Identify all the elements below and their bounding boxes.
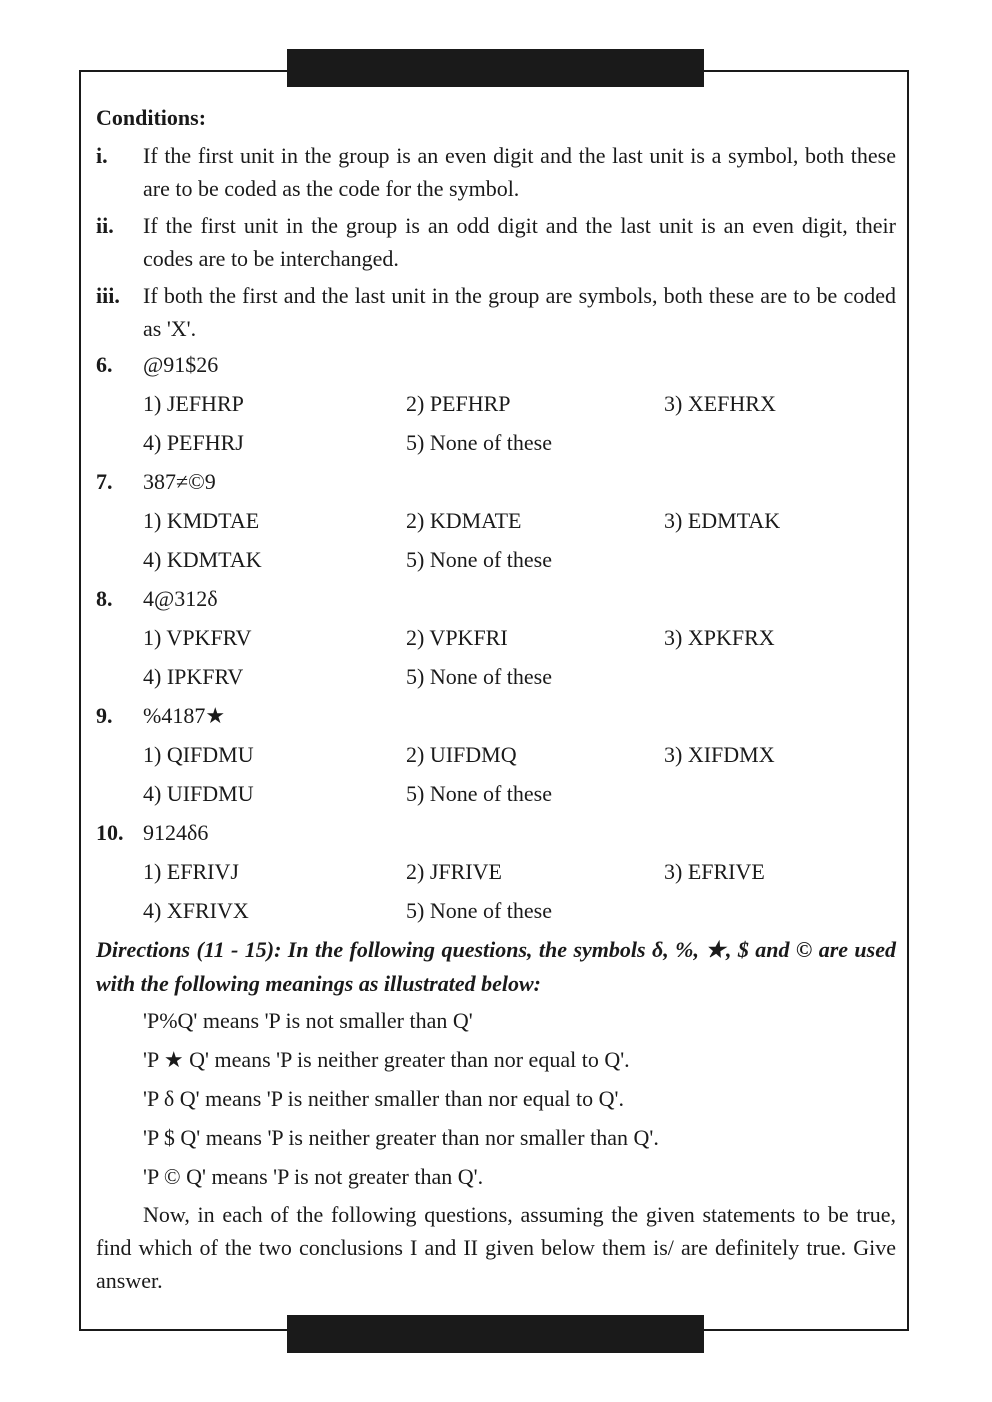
- option: 5) None of these: [406, 781, 553, 806]
- option: 1) EFRIVJ: [143, 859, 239, 884]
- question-text: 9124δ6: [143, 820, 209, 845]
- question-text: @91$26: [143, 352, 219, 377]
- condition-text: If the first unit in the group is an odd digit and the last unit is an even digit, their codes are to be interchanged.: [143, 213, 896, 271]
- page-content: [96, 100, 896, 1297]
- options-row: [96, 657, 896, 696]
- options-row: [96, 501, 896, 540]
- option: 5) None of these: [406, 547, 553, 572]
- instruction-paragraph: Now, in each of the following questions, assuming the given statements to be true, find which of the two conclusions I and II given below them is/ are definitely true. Give answer.: [96, 1202, 896, 1293]
- condition-text: If the first unit in the group is an even digit and the last unit is a symbol, both these are to be coded as the code for the symbol.: [143, 143, 896, 201]
- option: 2) VPKFRI: [406, 625, 508, 650]
- option: 4) IPKFRV: [143, 664, 244, 689]
- symbol-meaning: 'P%Q' means 'P is not smaller than Q': [143, 1008, 473, 1033]
- options-row: [96, 852, 896, 891]
- options-row: [96, 618, 896, 657]
- symbol-meaning: 'P ★ Q' means 'P is neither greater than nor equal to Q'.: [143, 1047, 630, 1072]
- directions-text: Directions (11 - 15): In the following questions, the symbols δ, %, ★, $ and © are used with the following meanings as illustrated below:: [96, 937, 896, 996]
- option: 3) XIFDMX: [664, 742, 775, 767]
- question-10: [96, 813, 896, 852]
- option: 2) KDMATE: [406, 508, 522, 533]
- question-number: 9.: [96, 703, 113, 728]
- symbol-meaning: 'P δ Q' means 'P is neither smaller than nor equal to Q'.: [143, 1086, 625, 1111]
- options-row: [96, 891, 896, 930]
- option: 4) KDMTAK: [143, 547, 262, 572]
- option: 5) None of these: [406, 664, 553, 689]
- option: 4) XFRIVX: [143, 898, 249, 923]
- option: 1) JEFHRP: [143, 391, 244, 416]
- option: 1) QIFDMU: [143, 742, 254, 767]
- condition-item: [96, 209, 896, 275]
- option: 4) UIFDMU: [143, 781, 254, 806]
- question-8: [96, 579, 896, 618]
- option: 1) VPKFRV: [143, 625, 252, 650]
- condition-text: If both the first and the last unit in the group are symbols, both these are to be coded as 'X'.: [143, 283, 896, 341]
- symbol-meaning: 'P $ Q' means 'P is neither greater than nor smaller than Q'.: [143, 1125, 659, 1150]
- options-row: [96, 735, 896, 774]
- question-number: 6.: [96, 352, 113, 377]
- symbol-meaning: 'P © Q' means 'P is not greater than Q'.: [143, 1164, 484, 1189]
- option: 2) JFRIVE: [406, 859, 502, 884]
- option: 5) None of these: [406, 898, 553, 923]
- question-text: 4@312δ: [143, 586, 218, 611]
- question-text: %4187★: [143, 703, 226, 728]
- question-9: [96, 696, 896, 735]
- option: 3) EDMTAK: [664, 508, 781, 533]
- question-number: 7.: [96, 469, 113, 494]
- condition-item: [96, 279, 896, 345]
- condition-number: iii.: [96, 283, 120, 308]
- conditions-heading: Conditions:: [96, 105, 207, 130]
- options-row: [96, 540, 896, 579]
- condition-item: [96, 139, 896, 205]
- options-row: [96, 774, 896, 813]
- options-row: [96, 384, 896, 423]
- option: 3) EFRIVE: [664, 859, 765, 884]
- question-7: [96, 462, 896, 501]
- option: 5) None of these: [406, 430, 553, 455]
- condition-number: i.: [96, 143, 108, 168]
- question-text: 387≠©9: [143, 469, 216, 494]
- option: 3) XPKFRX: [664, 625, 775, 650]
- option: 2) UIFDMQ: [406, 742, 517, 767]
- question-number: 8.: [96, 586, 113, 611]
- options-row: [96, 423, 896, 462]
- footer-bar: [287, 1315, 704, 1353]
- option: 4) PEFHRJ: [143, 430, 244, 455]
- option: 1) KMDTAE: [143, 508, 260, 533]
- option: 3) XEFHRX: [664, 391, 776, 416]
- option: 2) PEFHRP: [406, 391, 511, 416]
- question-6: [96, 345, 896, 384]
- question-number: 10.: [96, 820, 124, 845]
- condition-number: ii.: [96, 213, 114, 238]
